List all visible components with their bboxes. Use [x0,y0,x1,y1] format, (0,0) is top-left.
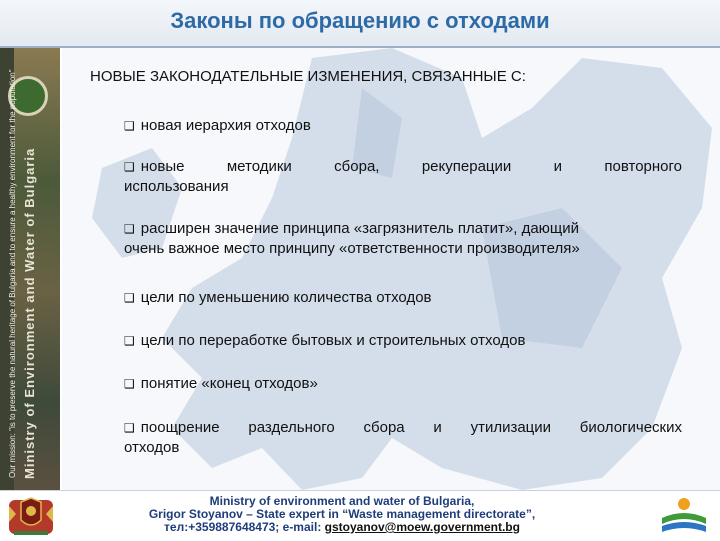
item-text-continued: очень важное место принципу «ответственности производителя» [124,240,580,257]
item-text-continued: отходов [124,439,180,456]
checkbox-bullet-icon: ❑ [124,334,135,348]
item-text: расширен значение принципа «загрязнитель платит», дающий [140,220,580,237]
footer-ministry: Ministry of environment and water of Bulgaria, [209,494,475,508]
waste-management-logo-icon [656,494,712,538]
checkbox-bullet-icon: ❑ [124,160,135,174]
slide-content [62,48,720,490]
checkbox-bullet-icon: ❑ [124,291,135,305]
list-item [124,157,682,196]
list-item [124,418,682,457]
email-link[interactable]: gstoyanov@moew.government.bg [324,520,520,534]
checkbox-bullet-icon: ❑ [124,119,135,133]
title-bar [0,0,720,48]
list-item [124,374,682,394]
checkbox-bullet-icon: ❑ [124,222,135,236]
footer-phone: тел:+359887648473; e-mail: [164,520,325,534]
checkbox-bullet-icon: ❑ [124,377,135,391]
item-text: новые методики сбора, рекуперации и повторного [140,158,682,175]
item-text-continued: использования [124,178,229,195]
footer [0,490,720,541]
footer-author: Grigor Stoyanov – State expert in “Waste management directorate”, [148,507,536,521]
list-item [124,116,682,136]
list-item [124,331,682,351]
item-text: новая иерархия отходов [140,117,311,134]
checkbox-bullet-icon: ❑ [124,421,135,435]
section-heading: НОВЫЕ ЗАКОНОДАТЕЛЬНЫЕ ИЗМЕНЕНИЯ, СВЯЗАННЫЕ С: [90,68,526,85]
bulgarian-coat-of-arms-icon [6,494,56,538]
item-text: цели по переработке бытовых и строительных отходов [140,332,526,349]
item-text: цели по уменьшению количества отходов [140,289,432,306]
footer-contact [62,495,622,534]
list-item [124,219,682,258]
page-title: Законы по обращению с отходами [170,8,550,33]
sidebar-ministry-text: Ministry of Environment and Water of Bulgaria [22,147,37,479]
ministry-sidebar-banner [0,48,60,490]
item-text: поощрение раздельного сбора и утилизации биологических [140,419,682,436]
sidebar-mission-text: Our mission: "is to preserve the natural heritage of Bulgaria and to ensure a healthy environment for the population" [8,69,17,478]
item-text: понятие «конец отходов» [140,375,318,392]
list-item [124,288,682,308]
